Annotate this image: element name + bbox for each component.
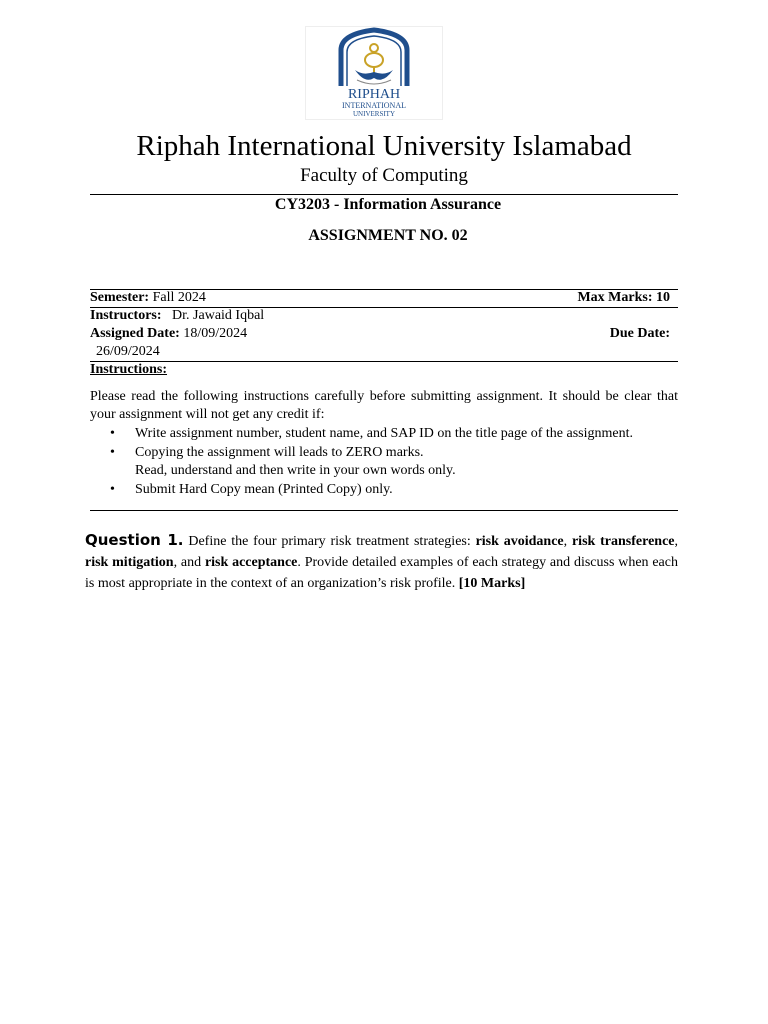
meta-bottom-divider <box>90 361 678 362</box>
instructions-intro: Please read the following instructions carefully before submitting assignment. It should be clear that your assignment will not get any credit if: <box>90 389 678 422</box>
due-date-label: Due Date: <box>609 326 670 341</box>
svg-text:UNIVERSITY: UNIVERSITY <box>353 110 395 118</box>
assigned-date-value: 18/09/2024 <box>179 326 248 341</box>
university-logo <box>305 26 443 120</box>
question-marks: [10 Marks] <box>458 576 526 591</box>
list-item: • Copying the assignment will leads to ZERO marks. Read, understand and then write in your own words only. <box>110 445 456 478</box>
instructors-row <box>90 307 670 325</box>
dates-row <box>90 325 670 343</box>
question-1: Question 1. Define the four primary risk treatment strategies: risk avoidance, risk transference, risk mitigation, and risk acceptance. Provide detailed examples of each strategy and discuss when each is most appropriate in the context of an organization’s risk profile. [10 Marks] <box>85 531 679 591</box>
bullet-icon: • <box>110 426 115 441</box>
logo-wordmark: RIPHAH <box>347 87 401 102</box>
faculty-name: Faculty of Computing <box>300 165 468 186</box>
bullet-icon: • <box>110 482 115 497</box>
question-label: Question 1. <box>85 531 184 549</box>
list-item: • Submit Hard Copy mean (Printed Copy) only. <box>110 482 393 497</box>
list-item: • Write assignment number, student name, and SAP ID on the title page of the assignment. <box>110 426 633 441</box>
instructors-value: Dr. Jawaid Iqbal <box>172 308 265 323</box>
instructors-label: Instructors: <box>90 308 162 323</box>
instructions-heading: Instructions: <box>90 362 168 377</box>
semester-value: Fall 2024 <box>149 290 206 305</box>
semester-row <box>90 289 670 307</box>
svg-text:INTERNATIONAL: INTERNATIONAL <box>342 101 406 110</box>
bullet-icon: • <box>110 445 115 460</box>
due-date-value: 26/09/2024 <box>96 344 160 359</box>
assigned-date-label: Assigned Date: <box>90 326 180 341</box>
course-title: CY3203 - Information Assurance <box>274 196 502 213</box>
max-marks-value: 10 <box>656 290 670 305</box>
instructions-bottom-divider <box>90 510 678 511</box>
university-name: Riphah International University Islamabad <box>136 130 632 162</box>
semester-label: Semester: <box>90 290 150 305</box>
max-marks-label: Max Marks: <box>577 290 656 305</box>
assignment-title: ASSIGNMENT NO. 02 <box>308 227 468 244</box>
instructions-list <box>90 425 678 500</box>
